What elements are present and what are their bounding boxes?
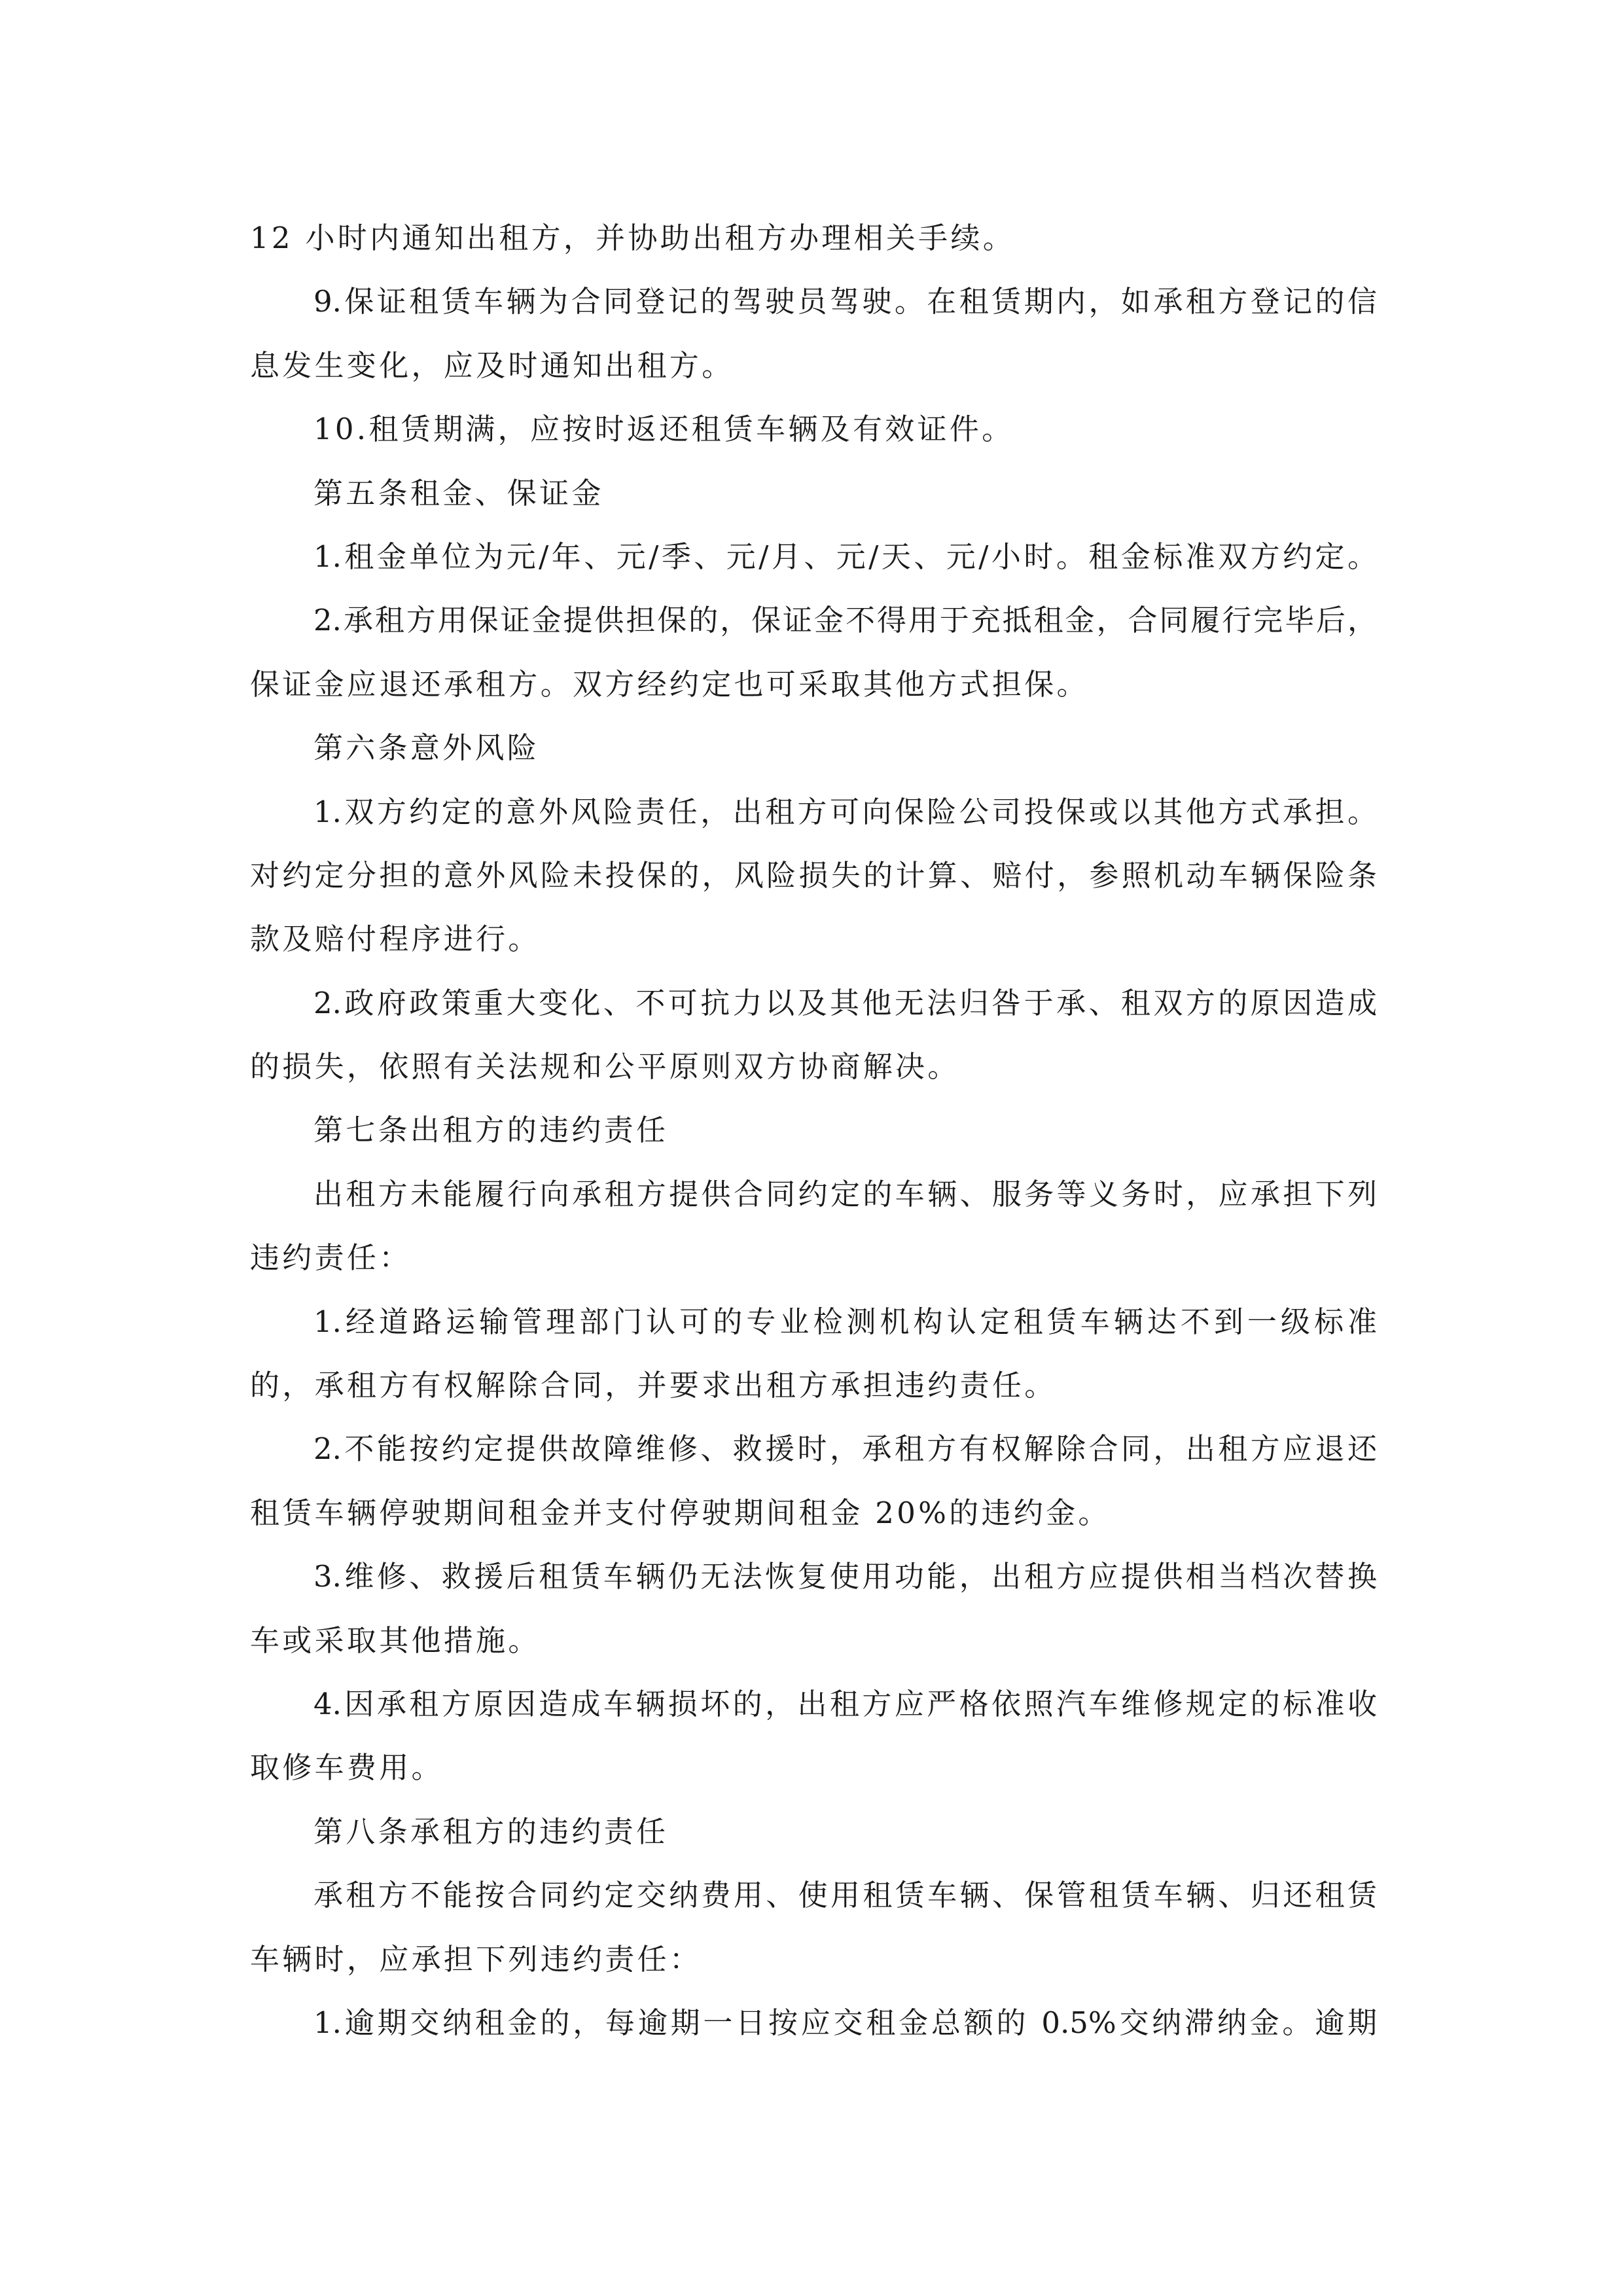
text-line: 2.政府政策重大变化、不可抗力以及其他无法归咎于承、租双方的原因造成 xyxy=(313,985,1377,1020)
text-line: 出租方未能履行向承租方提供合同约定的车辆、服务等义务时，应承担下列 xyxy=(313,1176,1377,1211)
text-line: 车辆时，应承担下列违约责任： xyxy=(250,1941,702,1977)
text-line: 2.承租方用保证金提供担保的，保证金不得用于充抵租金，合同履行完毕后， xyxy=(313,603,1377,638)
text-line: 的，承租方有权解除合同，并要求出租方承担违约责任。 xyxy=(250,1368,1057,1403)
text-line: 第七条出租方的违约责任 xyxy=(313,1113,669,1148)
text-line: 取修车费用。 xyxy=(250,1750,444,1785)
text-line: 10.租赁期满，应按时返还租赁车辆及有效证件。 xyxy=(313,412,1014,447)
text-line: 1.租金单位为元/年、元/季、元/月、元/天、元/小时。租金标准双方约定。 xyxy=(313,539,1377,574)
document-page xyxy=(250,206,1377,2054)
text-line: 保证金应退还承租方。双方经约定也可采取其他方式担保。 xyxy=(250,666,1089,702)
text-line: 息发生变化，应及时通知出租方。 xyxy=(250,348,734,383)
text-line: 租赁车辆停驶期间租金并支付停驶期间租金 20%的违约金。 xyxy=(250,1495,1111,1530)
text-line: 1.逾期交纳租金的，每逾期一日按应交租金总额的 0.5%交纳滞纳金。逾期 xyxy=(313,2005,1377,2040)
text-line: 第六条意外风险 xyxy=(313,730,540,766)
text-line: 对约定分担的意外风险未投保的，风险损失的计算、赔付，参照机动车辆保险条 xyxy=(250,857,1377,893)
text-line: 违约责任： xyxy=(250,1240,412,1276)
text-line: 承租方不能按合同约定交纳费用、使用租赁车辆、保管租赁车辆、归还租赁 xyxy=(313,1878,1377,1913)
text-line: 4.因承租方原因造成车辆损坏的，出租方应严格依照汽车维修规定的标准收 xyxy=(313,1686,1377,1721)
text-line: 3.维修、救援后租赁车辆仍无法恢复使用功能，出租方应提供相当档次替换 xyxy=(313,1559,1377,1594)
text-line: 的损失，依照有关法规和公平原则双方协商解决。 xyxy=(250,1049,960,1085)
text-line: 2.不能按约定提供故障维修、救援时，承租方有权解除合同，出租方应退还 xyxy=(313,1431,1377,1467)
text-line: 12 小时内通知出租方，并协助出租方办理相关手续。 xyxy=(250,221,1016,255)
text-line: 第八条承租方的违约责任 xyxy=(313,1814,669,1849)
text-line: 款及赔付程序进行。 xyxy=(250,922,541,957)
text-line: 第五条租金、保证金 xyxy=(313,475,604,511)
text-line: 车或采取其他措施。 xyxy=(250,1623,541,1658)
text-line: 9.保证租赁车辆为合同登记的驾驶员驾驶。在租赁期内，如承租方登记的信 xyxy=(313,284,1377,319)
text-line: 1.经道路运输管理部门认可的专业检测机构认定租赁车辆达不到一级标准 xyxy=(313,1304,1377,1339)
text-line: 1.双方约定的意外风险责任，出租方可向保险公司投保或以其他方式承担。 xyxy=(313,794,1377,829)
